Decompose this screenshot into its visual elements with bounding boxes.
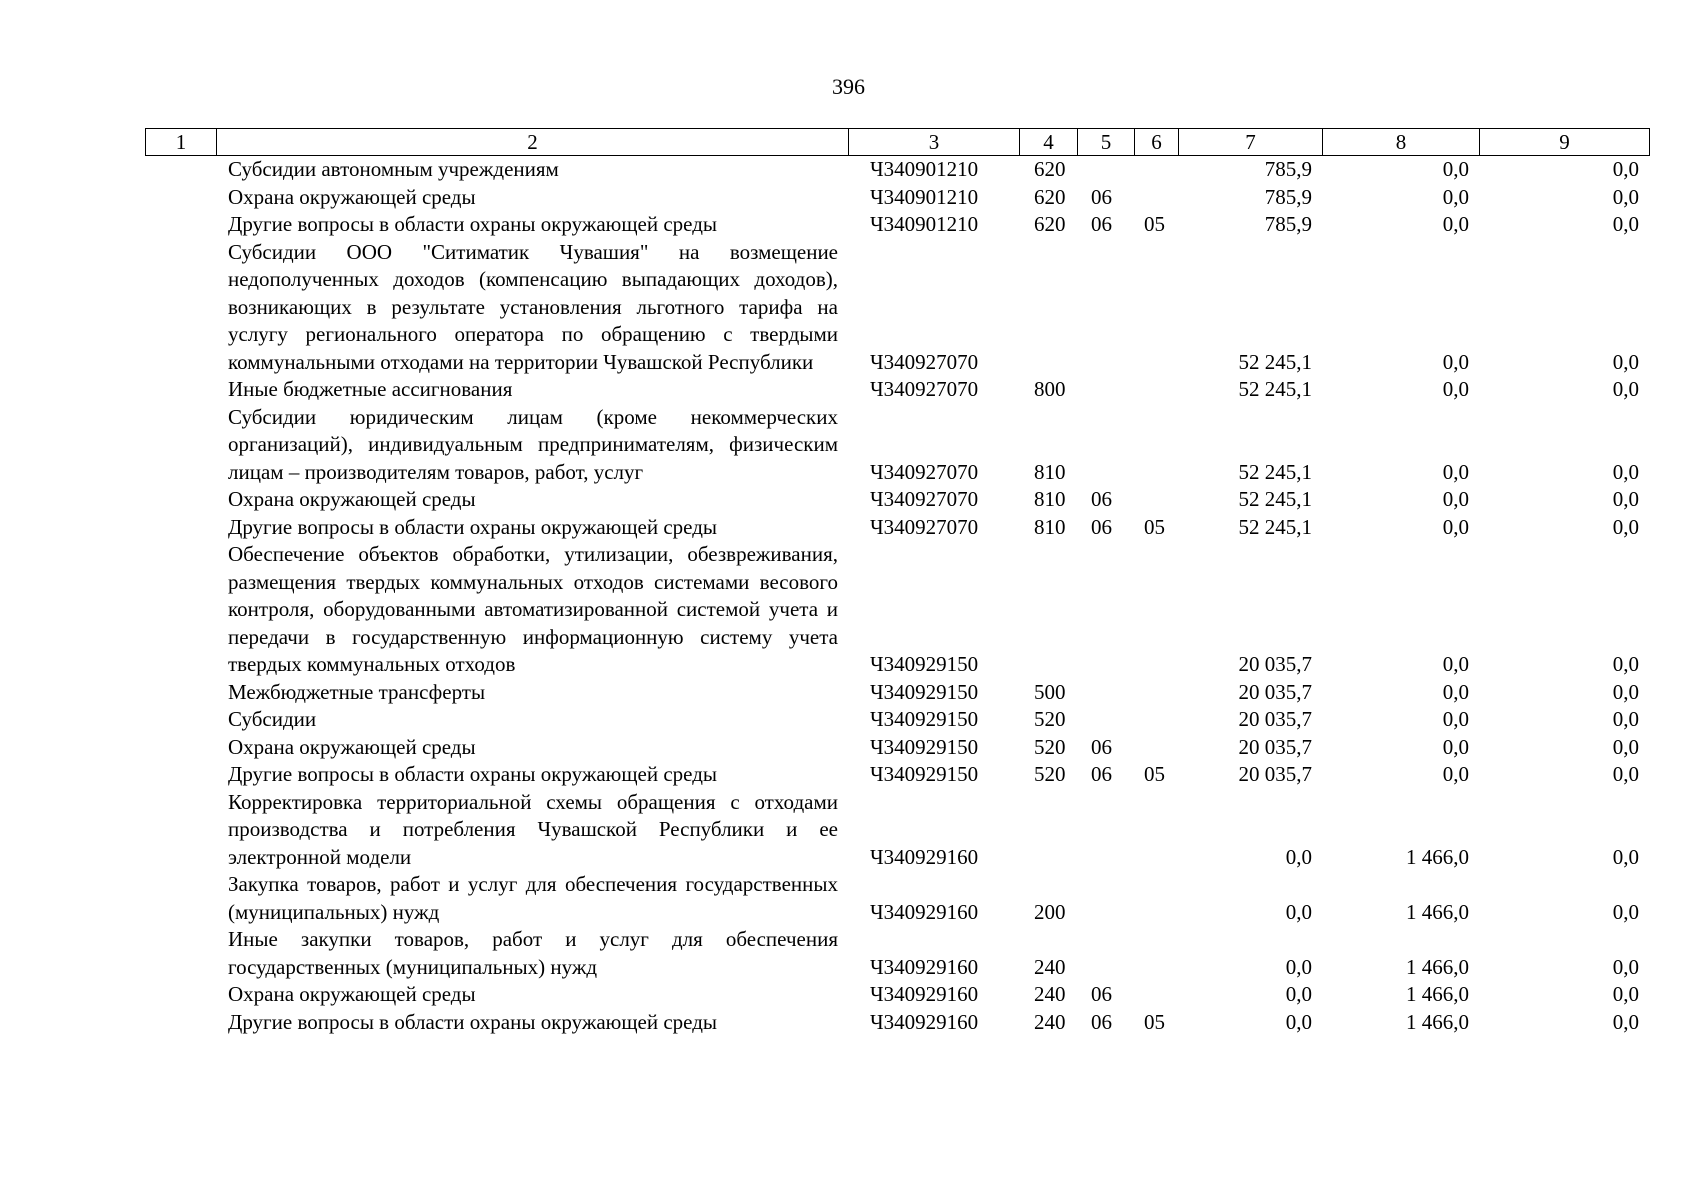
row-col-5 — [1077, 541, 1134, 679]
table-row — [145, 734, 1649, 762]
row-col-9: 0,0 — [1612, 184, 1639, 209]
budget-table — [145, 156, 1649, 1036]
row-name: Охрана окружающей среды — [228, 184, 476, 209]
row-name: Межбюджетные трансферты — [228, 679, 486, 704]
row-code: Ч340929160 — [870, 899, 979, 924]
row-col-7: 0,0 — [1285, 982, 1312, 1006]
table-row — [145, 156, 1649, 184]
row-code: Ч340929150 — [870, 679, 979, 704]
header-col-7: 7 — [1179, 129, 1323, 156]
row-col-9: 0,0 — [1612, 954, 1639, 979]
header-col-2: 2 — [217, 129, 849, 156]
row-col-4: 240 — [1034, 982, 1066, 1006]
row-col-8: 0,0 — [1442, 487, 1469, 511]
row-col-4: 520 — [1034, 762, 1066, 786]
row-code: Ч340901210 — [870, 212, 979, 236]
row-col-7: 785,9 — [1264, 184, 1312, 209]
row-col-7: 52 245,1 — [1238, 459, 1312, 484]
row-name: Охрана окружающей среды — [228, 734, 476, 759]
row-col-8: 1 466,0 — [1406, 844, 1469, 869]
column-number-header — [145, 128, 1650, 156]
row-col-9: 0,0 — [1612, 487, 1639, 511]
table-row — [145, 184, 1649, 212]
table-row — [145, 376, 1649, 404]
row-col-9: 0,0 — [1612, 899, 1639, 924]
row-col-9: 0,0 — [1612, 652, 1639, 676]
row-col-5 — [1077, 156, 1134, 184]
row-col-7: 20 035,7 — [1238, 652, 1312, 676]
row-col-4: 240 — [1034, 954, 1066, 979]
table-row — [145, 679, 1649, 707]
row-col-4: 800 — [1034, 377, 1066, 401]
row-col-9: 0,0 — [1612, 982, 1639, 1006]
row-col-5: 06 — [1091, 762, 1112, 786]
row-col-8: 0,0 — [1442, 707, 1469, 731]
row-col-9: 0,0 — [1612, 734, 1639, 759]
table-row — [145, 789, 1649, 872]
row-col-5: 06 — [1091, 184, 1112, 209]
header-col-3: 3 — [849, 129, 1020, 156]
header-col-6: 6 — [1135, 129, 1179, 156]
row-col-4 — [1019, 541, 1077, 679]
table-row — [145, 981, 1649, 1009]
row-col-4: 240 — [1034, 1009, 1066, 1034]
row-col-5 — [1077, 404, 1134, 487]
row-col-9: 0,0 — [1612, 514, 1639, 539]
row-col-5 — [1077, 706, 1134, 734]
row-col-6 — [1134, 184, 1178, 212]
row-col-8: 0,0 — [1442, 377, 1469, 401]
table-row — [145, 486, 1649, 514]
row-col-6 — [1134, 871, 1178, 926]
row-col-6: 05 — [1144, 212, 1165, 236]
row-col-9: 0,0 — [1612, 844, 1639, 869]
row-col-6: 05 — [1144, 762, 1165, 786]
row-name: Корректировка территориальной схемы обращения с отходами производства и потребления Чувашской Республики и ее электронной модели — [228, 789, 838, 869]
row-col-8: 0,0 — [1442, 212, 1469, 236]
table-row — [145, 541, 1649, 679]
row-col-6 — [1134, 239, 1178, 377]
row-col-7: 52 245,1 — [1238, 349, 1312, 374]
row-col-6: 05 — [1144, 1009, 1165, 1034]
row-col-7: 20 035,7 — [1238, 679, 1312, 704]
row-code: Ч340929150 — [870, 707, 979, 731]
budget-table-body — [145, 156, 1649, 1036]
row-col-6 — [1134, 486, 1178, 514]
row-name: Субсидии автономным учреждениям — [228, 157, 559, 181]
row-name: Иные бюджетные ассигнования — [228, 377, 513, 401]
row-col-4: 200 — [1034, 899, 1066, 924]
row-col-7: 20 035,7 — [1238, 762, 1312, 786]
row-name: Охрана окружающей среды — [228, 487, 476, 511]
row-col-5 — [1077, 789, 1134, 872]
row-col-4 — [1019, 239, 1077, 377]
row-code: Ч340929160 — [870, 954, 979, 979]
row-code: Ч340929150 — [870, 734, 979, 759]
row-col-8: 0,0 — [1442, 184, 1469, 209]
table-row — [145, 404, 1649, 487]
row-col-6 — [1134, 734, 1178, 762]
row-col-6 — [1134, 376, 1178, 404]
row-col-9: 0,0 — [1612, 679, 1639, 704]
row-col-5 — [1077, 376, 1134, 404]
row-col-5 — [1077, 679, 1134, 707]
row-name: Иные закупки товаров, работ и услуг для обеспечения государственных (муниципальных) нужд — [228, 927, 838, 979]
row-col-9: 0,0 — [1612, 707, 1639, 731]
row-name: Другие вопросы в области охраны окружающей среды — [228, 514, 717, 539]
header-col-4: 4 — [1020, 129, 1078, 156]
row-col-4: 810 — [1034, 459, 1066, 484]
row-code: Ч340927070 — [870, 377, 979, 401]
row-name: Субсидии юридическим лицам (кроме некоммерческих организаций), индивидуальным предпринимателям, физическим лицам – производителям товаров, работ, услуг — [228, 404, 838, 484]
table-row — [145, 514, 1649, 542]
row-col-5: 06 — [1091, 212, 1112, 236]
row-col-7: 20 035,7 — [1238, 734, 1312, 759]
table-row — [145, 706, 1649, 734]
row-col-4: 520 — [1034, 707, 1066, 731]
row-col-8: 1 466,0 — [1406, 982, 1469, 1006]
row-name: Субсидии ООО "Ситиматик Чувашия" на возмещение недополученных доходов (компенсацию выпадающих доходов), возникающих в результате установления льготного тарифа на услугу регионального оператора по обращению с твердыми коммунальными отходами на территории Чувашской Республики — [228, 239, 838, 374]
row-col-9: 0,0 — [1612, 377, 1639, 401]
row-col-5: 06 — [1091, 514, 1112, 539]
row-name: Другие вопросы в области охраны окружающей среды — [228, 1009, 717, 1034]
row-col-6 — [1134, 679, 1178, 707]
row-col-7: 20 035,7 — [1238, 707, 1312, 731]
row-code: Ч340927070 — [870, 487, 979, 511]
row-col-5: 06 — [1091, 1009, 1112, 1034]
row-col-9: 0,0 — [1612, 349, 1639, 374]
row-col-5: 06 — [1091, 734, 1112, 759]
row-code: Ч340929150 — [870, 762, 979, 786]
row-name: Другие вопросы в области охраны окружающей среды — [228, 762, 717, 786]
row-col-4: 520 — [1034, 734, 1066, 759]
row-col-5 — [1077, 239, 1134, 377]
row-col-4: 810 — [1034, 514, 1066, 539]
table-row — [145, 211, 1649, 239]
row-col-8: 0,0 — [1442, 459, 1469, 484]
row-col-5: 06 — [1091, 982, 1112, 1006]
row-col-7: 0,0 — [1285, 954, 1312, 979]
row-col-5: 06 — [1091, 487, 1112, 511]
row-code: Ч340901210 — [870, 157, 979, 181]
row-col-8: 1 466,0 — [1406, 954, 1469, 979]
row-col-7: 0,0 — [1285, 899, 1312, 924]
row-col-8: 1 466,0 — [1406, 1009, 1469, 1034]
row-name: Субсидии — [228, 707, 317, 731]
row-col-6: 05 — [1144, 514, 1165, 539]
row-name: Обеспечение объектов обработки, утилизации, обезвреживания, размещения твердых коммунальных отходов системами весового контроля, оборудованными автоматизированной системой учета и передачи в государственную информационную систему учета твердых коммунальных отходов — [228, 542, 838, 676]
row-col-4: 620 — [1034, 212, 1066, 236]
row-col-4: 500 — [1034, 679, 1066, 704]
row-col-6 — [1134, 541, 1178, 679]
row-col-9: 0,0 — [1612, 157, 1639, 181]
row-col-4: 810 — [1034, 487, 1066, 511]
row-col-8: 0,0 — [1442, 762, 1469, 786]
header-col-5: 5 — [1078, 129, 1135, 156]
row-col-7: 0,0 — [1285, 1009, 1312, 1034]
row-col-5 — [1077, 926, 1134, 981]
row-col-8: 0,0 — [1442, 652, 1469, 676]
row-code: Ч340901210 — [870, 184, 979, 209]
row-col-7: 52 245,1 — [1238, 514, 1312, 539]
row-col-8: 0,0 — [1442, 514, 1469, 539]
row-name: Другие вопросы в области охраны окружающей среды — [228, 212, 717, 236]
row-code: Ч340929160 — [870, 982, 979, 1006]
row-name: Охрана окружающей среды — [228, 982, 476, 1006]
row-code: Ч340927070 — [870, 349, 979, 374]
row-col-6 — [1134, 706, 1178, 734]
header-col-1: 1 — [146, 129, 217, 156]
row-col-6 — [1134, 404, 1178, 487]
row-col-6 — [1134, 156, 1178, 184]
row-col-4: 620 — [1034, 184, 1066, 209]
row-col-4 — [1019, 789, 1077, 872]
row-col-8: 0,0 — [1442, 734, 1469, 759]
row-col-7: 785,9 — [1264, 212, 1312, 236]
header-col-8: 8 — [1323, 129, 1480, 156]
row-col-9: 0,0 — [1612, 1009, 1639, 1034]
row-col-6 — [1134, 926, 1178, 981]
header-col-9: 9 — [1480, 129, 1650, 156]
table-row — [145, 1009, 1649, 1037]
row-code: Ч340929150 — [870, 652, 979, 676]
page-number: 396 — [832, 74, 865, 99]
row-col-8: 1 466,0 — [1406, 899, 1469, 924]
row-code: Ч340927070 — [870, 459, 979, 484]
row-name: Закупка товаров, работ и услуг для обеспечения государственных (муниципальных) нужд — [228, 872, 838, 924]
table-row — [145, 761, 1649, 789]
table-row — [145, 239, 1649, 377]
row-col-8: 0,0 — [1442, 679, 1469, 704]
row-col-9: 0,0 — [1612, 762, 1639, 786]
row-col-8: 0,0 — [1442, 157, 1469, 181]
row-col-7: 52 245,1 — [1238, 487, 1312, 511]
row-code: Ч340929160 — [870, 1009, 979, 1034]
row-col-9: 0,0 — [1612, 459, 1639, 484]
row-col-8: 0,0 — [1442, 349, 1469, 374]
row-col-5 — [1077, 871, 1134, 926]
table-row — [145, 926, 1649, 981]
row-code: Ч340927070 — [870, 514, 979, 539]
row-col-9: 0,0 — [1612, 212, 1639, 236]
row-col-6 — [1134, 789, 1178, 872]
row-col-7: 785,9 — [1264, 157, 1312, 181]
table-row — [145, 871, 1649, 926]
row-col-6 — [1134, 981, 1178, 1009]
row-col-7: 0,0 — [1285, 844, 1312, 869]
row-col-4: 620 — [1034, 157, 1066, 181]
row-code: Ч340929160 — [870, 844, 979, 869]
row-col-7: 52 245,1 — [1238, 377, 1312, 401]
